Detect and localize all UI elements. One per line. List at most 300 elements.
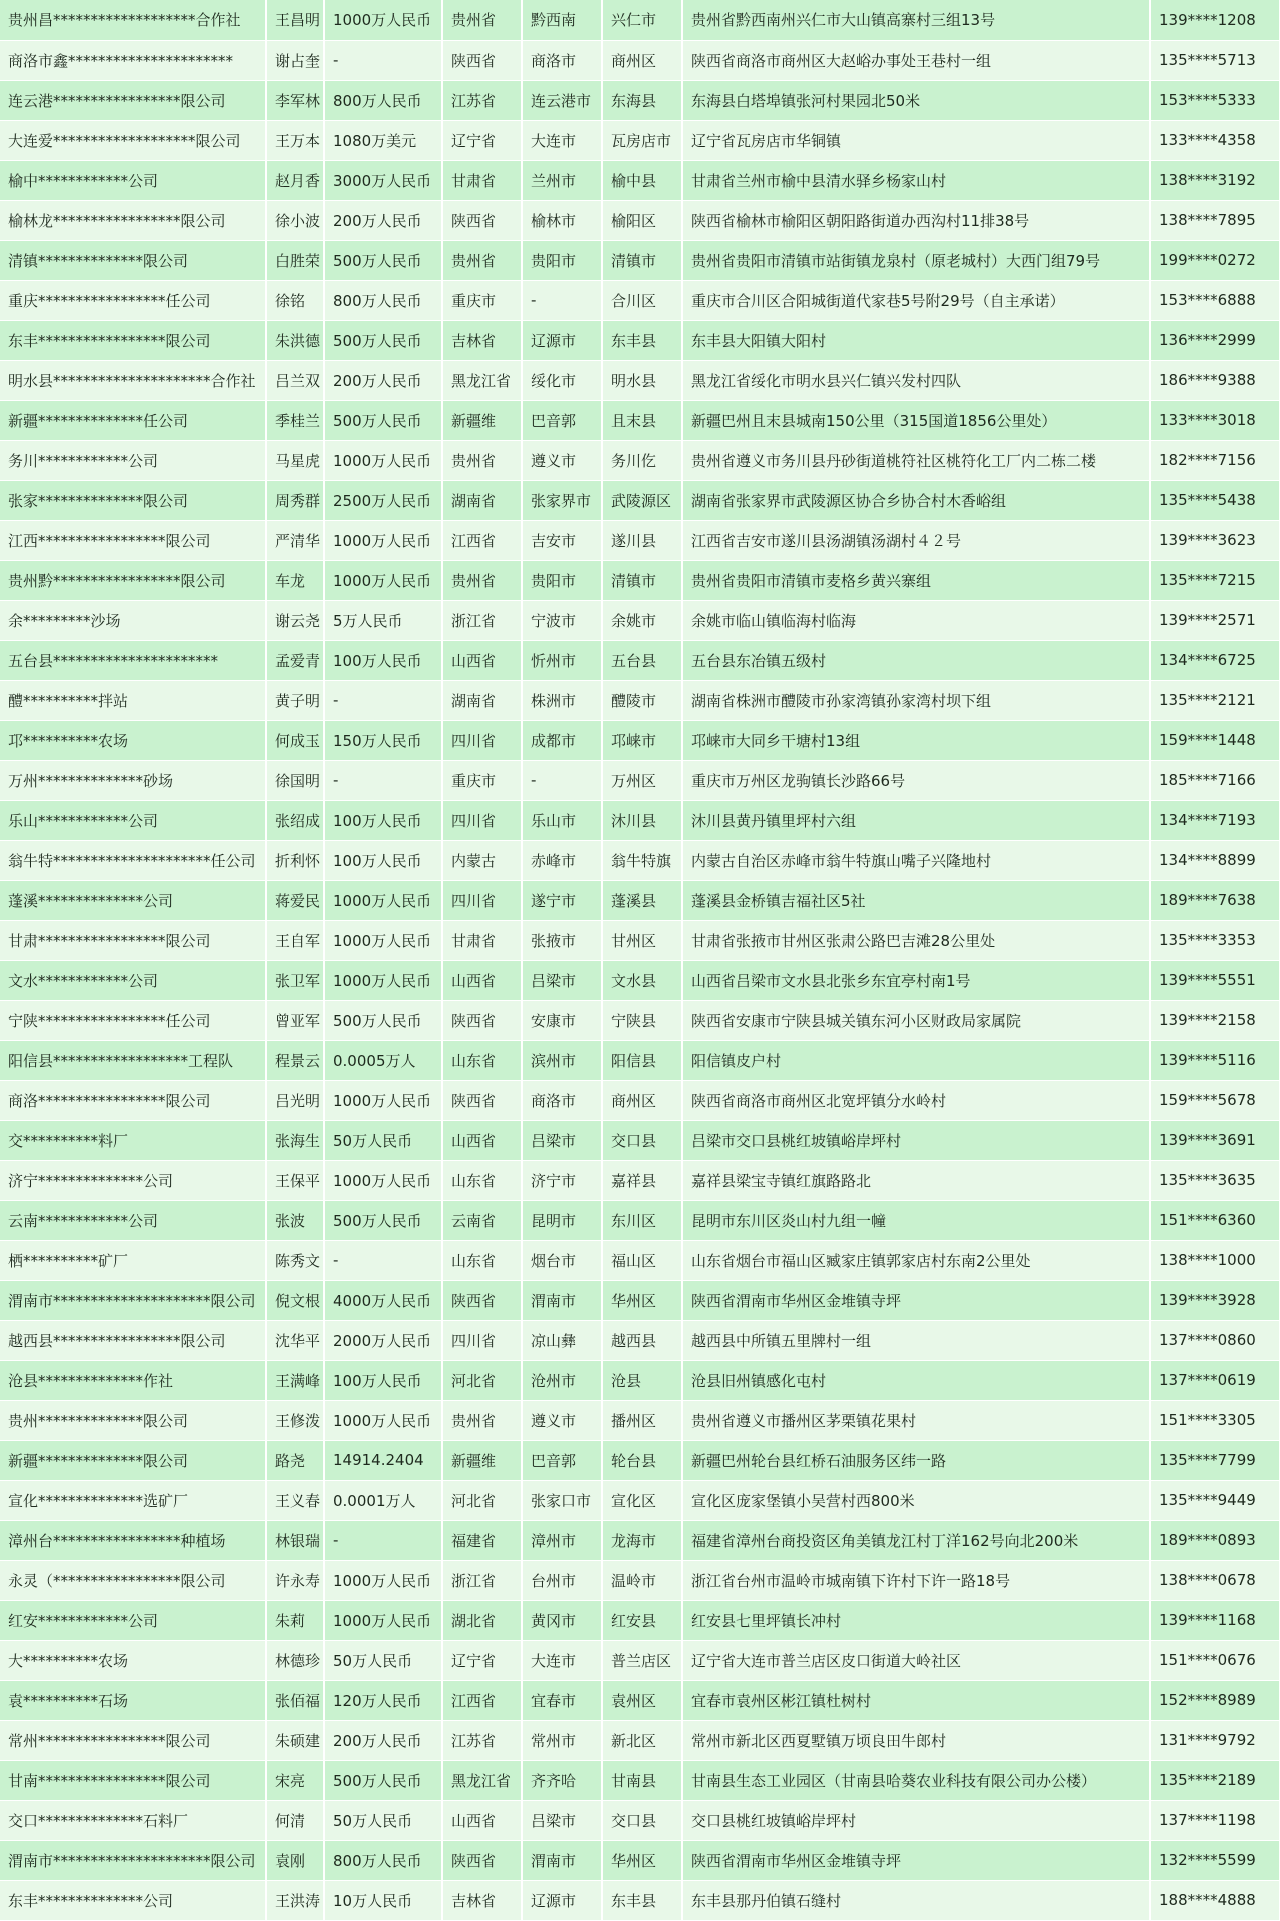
city-cell: 凉山彝 bbox=[522, 1320, 602, 1360]
city-cell: 黄冈市 bbox=[522, 1600, 602, 1640]
address-cell: 常州市新北区西夏墅镇万顷良田牛郎村 bbox=[682, 1720, 1150, 1760]
legal-person-cell: 季桂兰 bbox=[266, 400, 324, 440]
address-cell: 阳信镇皮户村 bbox=[682, 1040, 1150, 1080]
province-cell: 吉林省 bbox=[442, 1880, 522, 1920]
table-row bbox=[0, 80, 1280, 120]
table-row bbox=[0, 1160, 1280, 1200]
legal-person-cell: 袁刚 bbox=[266, 1840, 324, 1880]
company-name-cell: 邛**********农场 bbox=[0, 720, 266, 760]
district-cell: 华州区 bbox=[602, 1840, 682, 1880]
province-cell: 甘肃省 bbox=[442, 160, 522, 200]
company-name-cell: 贵州**************限公司 bbox=[0, 1400, 266, 1440]
legal-person-cell: 严清华 bbox=[266, 520, 324, 560]
phone-cell: 135****7799 bbox=[1150, 1440, 1280, 1480]
table-row bbox=[0, 1320, 1280, 1360]
company-name-cell: 甘肃*****************限公司 bbox=[0, 920, 266, 960]
company-name-cell: 新疆**************任公司 bbox=[0, 400, 266, 440]
phone-cell: 138****1000 bbox=[1150, 1240, 1280, 1280]
district-cell: 轮台县 bbox=[602, 1440, 682, 1480]
address-cell: 福建省漳州台商投资区角美镇龙江村丁洋162号向北200米 bbox=[682, 1520, 1150, 1560]
table-row bbox=[0, 1280, 1280, 1320]
table-row bbox=[0, 680, 1280, 720]
company-name-cell: 蓬溪**************公司 bbox=[0, 880, 266, 920]
legal-person-cell: 王自军 bbox=[266, 920, 324, 960]
city-cell: 绥化市 bbox=[522, 360, 602, 400]
city-cell: 株洲市 bbox=[522, 680, 602, 720]
company-name-cell: 新疆**************限公司 bbox=[0, 1440, 266, 1480]
district-cell: 沧县 bbox=[602, 1360, 682, 1400]
company-name-cell: 漳州台*****************种植场 bbox=[0, 1520, 266, 1560]
table-row bbox=[0, 0, 1280, 40]
company-name-cell: 沧县**************作社 bbox=[0, 1360, 266, 1400]
legal-person-cell: 何清 bbox=[266, 1800, 324, 1840]
registered-capital-cell: 0.0001万人 bbox=[324, 1480, 442, 1520]
table-row bbox=[0, 960, 1280, 1000]
table-row bbox=[0, 1400, 1280, 1440]
city-cell: 乐山市 bbox=[522, 800, 602, 840]
phone-cell: 135****5713 bbox=[1150, 40, 1280, 80]
address-cell: 五台县东冶镇五级村 bbox=[682, 640, 1150, 680]
district-cell: 东丰县 bbox=[602, 1880, 682, 1920]
city-cell: 吕梁市 bbox=[522, 1120, 602, 1160]
registered-capital-cell: 100万人民币 bbox=[324, 800, 442, 840]
province-cell: 辽宁省 bbox=[442, 120, 522, 160]
phone-cell: 189****0893 bbox=[1150, 1520, 1280, 1560]
address-cell: 宣化区庞家堡镇小吴营村西800米 bbox=[682, 1480, 1150, 1520]
legal-person-cell: 朱莉 bbox=[266, 1600, 324, 1640]
district-cell: 交口县 bbox=[602, 1800, 682, 1840]
company-name-cell: 东丰*****************限公司 bbox=[0, 320, 266, 360]
legal-person-cell: 何成玉 bbox=[266, 720, 324, 760]
registered-capital-cell: 5万人民币 bbox=[324, 600, 442, 640]
district-cell: 交口县 bbox=[602, 1120, 682, 1160]
company-name-cell: 贵州昌*******************合作社 bbox=[0, 0, 266, 40]
province-cell: 辽宁省 bbox=[442, 1640, 522, 1680]
legal-person-cell: 马星虎 bbox=[266, 440, 324, 480]
province-cell: 内蒙古 bbox=[442, 840, 522, 880]
phone-cell: 153****6888 bbox=[1150, 280, 1280, 320]
phone-cell: 135****2121 bbox=[1150, 680, 1280, 720]
province-cell: 甘肃省 bbox=[442, 920, 522, 960]
city-cell: 商洛市 bbox=[522, 1080, 602, 1120]
address-cell: 新疆巴州轮台县红桥石油服务区纬一路 bbox=[682, 1440, 1150, 1480]
registered-capital-cell: 800万人民币 bbox=[324, 1840, 442, 1880]
district-cell: 袁州区 bbox=[602, 1680, 682, 1720]
address-cell: 山东省烟台市福山区臧家庄镇郭家店村东南2公里处 bbox=[682, 1240, 1150, 1280]
address-cell: 陕西省商洛市商州区大赵峪办事处王巷村一组 bbox=[682, 40, 1150, 80]
province-cell: 贵州省 bbox=[442, 560, 522, 600]
registered-capital-cell: 2500万人民币 bbox=[324, 480, 442, 520]
registered-capital-cell: 120万人民币 bbox=[324, 1680, 442, 1720]
company-name-cell: 榆中************公司 bbox=[0, 160, 266, 200]
table-row bbox=[0, 640, 1280, 680]
province-cell: 贵州省 bbox=[442, 1400, 522, 1440]
phone-cell: 139****1208 bbox=[1150, 0, 1280, 40]
company-name-cell: 商洛市鑫********************** bbox=[0, 40, 266, 80]
table-row bbox=[0, 920, 1280, 960]
registered-capital-cell: 50万人民币 bbox=[324, 1120, 442, 1160]
table-row bbox=[0, 1720, 1280, 1760]
registered-capital-cell: 0.0005万人 bbox=[324, 1040, 442, 1080]
legal-person-cell: 孟爱青 bbox=[266, 640, 324, 680]
table-row bbox=[0, 440, 1280, 480]
address-cell: 宜春市袁州区彬江镇杜树村 bbox=[682, 1680, 1150, 1720]
address-cell: 沧县旧州镇感化屯村 bbox=[682, 1360, 1150, 1400]
city-cell: 贵阳市 bbox=[522, 240, 602, 280]
address-cell: 东丰县大阳镇大阳村 bbox=[682, 320, 1150, 360]
legal-person-cell: 谢占奎 bbox=[266, 40, 324, 80]
company-name-cell: 张家**************限公司 bbox=[0, 480, 266, 520]
address-cell: 湖南省株洲市醴陵市孙家湾镇孙家湾村坝下组 bbox=[682, 680, 1150, 720]
city-cell: 烟台市 bbox=[522, 1240, 602, 1280]
legal-person-cell: 朱洪德 bbox=[266, 320, 324, 360]
address-cell: 浙江省台州市温岭市城南镇下许村下许一路18号 bbox=[682, 1560, 1150, 1600]
phone-cell: 151****6360 bbox=[1150, 1200, 1280, 1240]
address-cell: 湖南省张家界市武陵源区协合乡协合村木香峪组 bbox=[682, 480, 1150, 520]
district-cell: 温岭市 bbox=[602, 1560, 682, 1600]
legal-person-cell: 王万本 bbox=[266, 120, 324, 160]
phone-cell: 159****1448 bbox=[1150, 720, 1280, 760]
district-cell: 商州区 bbox=[602, 1080, 682, 1120]
table-row bbox=[0, 720, 1280, 760]
province-cell: 新疆维 bbox=[442, 400, 522, 440]
registered-capital-cell: - bbox=[324, 680, 442, 720]
province-cell: 贵州省 bbox=[442, 0, 522, 40]
legal-person-cell: 张海生 bbox=[266, 1120, 324, 1160]
province-cell: 重庆市 bbox=[442, 760, 522, 800]
district-cell: 甘南县 bbox=[602, 1760, 682, 1800]
company-name-cell: 渭南市*********************限公司 bbox=[0, 1840, 266, 1880]
phone-cell: 151****0676 bbox=[1150, 1640, 1280, 1680]
city-cell: 齐齐哈 bbox=[522, 1760, 602, 1800]
table-row bbox=[0, 520, 1280, 560]
legal-person-cell: 白胜荣 bbox=[266, 240, 324, 280]
registered-capital-cell: 200万人民币 bbox=[324, 1720, 442, 1760]
district-cell: 东川区 bbox=[602, 1200, 682, 1240]
province-cell: 黑龙江省 bbox=[442, 360, 522, 400]
legal-person-cell: 折利怀 bbox=[266, 840, 324, 880]
city-cell: 吉安市 bbox=[522, 520, 602, 560]
province-cell: 陕西省 bbox=[442, 40, 522, 80]
phone-cell: 139****3691 bbox=[1150, 1120, 1280, 1160]
company-name-cell: 大连爱*******************限公司 bbox=[0, 120, 266, 160]
registered-capital-cell: 200万人民币 bbox=[324, 200, 442, 240]
province-cell: 河北省 bbox=[442, 1360, 522, 1400]
registered-capital-cell: 500万人民币 bbox=[324, 240, 442, 280]
city-cell: 忻州市 bbox=[522, 640, 602, 680]
phone-cell: 137****0619 bbox=[1150, 1360, 1280, 1400]
legal-person-cell: 吕兰双 bbox=[266, 360, 324, 400]
table-row bbox=[0, 1840, 1280, 1880]
registered-capital-cell: 1000万人民币 bbox=[324, 920, 442, 960]
company-name-cell: 越西县*****************限公司 bbox=[0, 1320, 266, 1360]
district-cell: 翁牛特旗 bbox=[602, 840, 682, 880]
phone-cell: 135****3635 bbox=[1150, 1160, 1280, 1200]
phone-cell: 134****7193 bbox=[1150, 800, 1280, 840]
province-cell: 四川省 bbox=[442, 800, 522, 840]
legal-person-cell: 王满峰 bbox=[266, 1360, 324, 1400]
district-cell: 武陵源区 bbox=[602, 480, 682, 520]
table-row bbox=[0, 1120, 1280, 1160]
province-cell: 山东省 bbox=[442, 1240, 522, 1280]
province-cell: 四川省 bbox=[442, 1320, 522, 1360]
province-cell: 云南省 bbox=[442, 1200, 522, 1240]
city-cell: 遵义市 bbox=[522, 1400, 602, 1440]
province-cell: 山东省 bbox=[442, 1040, 522, 1080]
table-row bbox=[0, 1360, 1280, 1400]
address-cell: 江西省吉安市遂川县汤湖镇汤湖村４２号 bbox=[682, 520, 1150, 560]
table-row bbox=[0, 1200, 1280, 1240]
table-row bbox=[0, 800, 1280, 840]
registered-capital-cell: 500万人民币 bbox=[324, 1000, 442, 1040]
province-cell: 江苏省 bbox=[442, 80, 522, 120]
legal-person-cell: 徐小波 bbox=[266, 200, 324, 240]
province-cell: 山西省 bbox=[442, 1800, 522, 1840]
table-row bbox=[0, 1800, 1280, 1840]
city-cell: 宁波市 bbox=[522, 600, 602, 640]
district-cell: 邛崃市 bbox=[602, 720, 682, 760]
legal-person-cell: 陈秀文 bbox=[266, 1240, 324, 1280]
table-row bbox=[0, 1480, 1280, 1520]
legal-person-cell: 曾亚军 bbox=[266, 1000, 324, 1040]
district-cell: 龙海市 bbox=[602, 1520, 682, 1560]
table-row bbox=[0, 240, 1280, 280]
address-cell: 贵州省遵义市务川县丹砂街道桃符社区桃符化工厂内二栋二楼 bbox=[682, 440, 1150, 480]
district-cell: 新北区 bbox=[602, 1720, 682, 1760]
province-cell: 陕西省 bbox=[442, 1000, 522, 1040]
registered-capital-cell: - bbox=[324, 760, 442, 800]
table-row bbox=[0, 1440, 1280, 1480]
province-cell: 山西省 bbox=[442, 1120, 522, 1160]
city-cell: 常州市 bbox=[522, 1720, 602, 1760]
phone-cell: 134****6725 bbox=[1150, 640, 1280, 680]
legal-person-cell: 赵月香 bbox=[266, 160, 324, 200]
district-cell: 东丰县 bbox=[602, 320, 682, 360]
district-cell: 福山区 bbox=[602, 1240, 682, 1280]
registered-capital-cell: 800万人民币 bbox=[324, 280, 442, 320]
legal-person-cell: 周秀群 bbox=[266, 480, 324, 520]
table-row bbox=[0, 40, 1280, 80]
address-cell: 余姚市临山镇临海村临海 bbox=[682, 600, 1150, 640]
district-cell: 合川区 bbox=[602, 280, 682, 320]
phone-cell: 137****1198 bbox=[1150, 1800, 1280, 1840]
province-cell: 湖南省 bbox=[442, 680, 522, 720]
company-name-cell: 万州**************砂场 bbox=[0, 760, 266, 800]
table-row bbox=[0, 1040, 1280, 1080]
phone-cell: 135****9449 bbox=[1150, 1480, 1280, 1520]
address-cell: 红安县七里坪镇长冲村 bbox=[682, 1600, 1150, 1640]
table-row bbox=[0, 1080, 1280, 1120]
province-cell: 湖南省 bbox=[442, 480, 522, 520]
registered-capital-cell: - bbox=[324, 1240, 442, 1280]
address-cell: 甘肃省张掖市甘州区张肃公路巴吉滩28公里处 bbox=[682, 920, 1150, 960]
table-row bbox=[0, 1240, 1280, 1280]
district-cell: 宁陕县 bbox=[602, 1000, 682, 1040]
phone-cell: 135****7215 bbox=[1150, 560, 1280, 600]
legal-person-cell: 林德珍 bbox=[266, 1640, 324, 1680]
registered-capital-cell: 200万人民币 bbox=[324, 360, 442, 400]
address-cell: 陕西省渭南市华州区金堆镇寺坪 bbox=[682, 1840, 1150, 1880]
table-row bbox=[0, 760, 1280, 800]
registered-capital-cell: - bbox=[324, 1520, 442, 1560]
table-row bbox=[0, 1760, 1280, 1800]
company-name-cell: 五台县********************** bbox=[0, 640, 266, 680]
city-cell: 济宁市 bbox=[522, 1160, 602, 1200]
company-name-cell: 翁牛特*********************任公司 bbox=[0, 840, 266, 880]
registered-capital-cell: 500万人民币 bbox=[324, 400, 442, 440]
table-row bbox=[0, 880, 1280, 920]
phone-cell: 139****3928 bbox=[1150, 1280, 1280, 1320]
registered-capital-cell: 1000万人民币 bbox=[324, 880, 442, 920]
company-name-cell: 榆林龙*****************限公司 bbox=[0, 200, 266, 240]
phone-cell: 138****3192 bbox=[1150, 160, 1280, 200]
address-cell: 黑龙江省绥化市明水县兴仁镇兴发村四队 bbox=[682, 360, 1150, 400]
phone-cell: 186****9388 bbox=[1150, 360, 1280, 400]
table-row bbox=[0, 1600, 1280, 1640]
table-row bbox=[0, 480, 1280, 520]
legal-person-cell: 徐国明 bbox=[266, 760, 324, 800]
city-cell: 遵义市 bbox=[522, 440, 602, 480]
city-cell: 宜春市 bbox=[522, 1680, 602, 1720]
company-name-cell: 重庆*****************任公司 bbox=[0, 280, 266, 320]
province-cell: 四川省 bbox=[442, 880, 522, 920]
phone-cell: 138****7895 bbox=[1150, 200, 1280, 240]
city-cell: 巴音郭 bbox=[522, 1440, 602, 1480]
legal-person-cell: 张波 bbox=[266, 1200, 324, 1240]
city-cell: 辽源市 bbox=[522, 1880, 602, 1920]
province-cell: 陕西省 bbox=[442, 1080, 522, 1120]
district-cell: 明水县 bbox=[602, 360, 682, 400]
phone-cell: 136****2999 bbox=[1150, 320, 1280, 360]
phone-cell: 185****7166 bbox=[1150, 760, 1280, 800]
district-cell: 普兰店区 bbox=[602, 1640, 682, 1680]
company-name-cell: 交口**************石料厂 bbox=[0, 1800, 266, 1840]
district-cell: 宣化区 bbox=[602, 1480, 682, 1520]
legal-person-cell: 徐铭 bbox=[266, 280, 324, 320]
table-row bbox=[0, 160, 1280, 200]
table-row bbox=[0, 400, 1280, 440]
registered-capital-cell: 100万人民币 bbox=[324, 840, 442, 880]
province-cell: 山东省 bbox=[442, 1160, 522, 1200]
registered-capital-cell: 1000万人民币 bbox=[324, 1400, 442, 1440]
address-cell: 贵州省遵义市播州区茅栗镇花果村 bbox=[682, 1400, 1150, 1440]
address-cell: 吕梁市交口县桃红坡镇峪岸坪村 bbox=[682, 1120, 1150, 1160]
district-cell: 清镇市 bbox=[602, 560, 682, 600]
legal-person-cell: 王昌明 bbox=[266, 0, 324, 40]
company-name-cell: 永灵（*****************限公司 bbox=[0, 1560, 266, 1600]
province-cell: 贵州省 bbox=[442, 240, 522, 280]
table-row bbox=[0, 840, 1280, 880]
legal-person-cell: 王洪涛 bbox=[266, 1880, 324, 1920]
registered-capital-cell: 500万人民币 bbox=[324, 1760, 442, 1800]
phone-cell: 135****3353 bbox=[1150, 920, 1280, 960]
city-cell: - bbox=[522, 760, 602, 800]
company-name-cell: 贵州黔*****************限公司 bbox=[0, 560, 266, 600]
address-cell: 辽宁省瓦房店市华铜镇 bbox=[682, 120, 1150, 160]
province-cell: 四川省 bbox=[442, 720, 522, 760]
district-cell: 醴陵市 bbox=[602, 680, 682, 720]
legal-person-cell: 宋亮 bbox=[266, 1760, 324, 1800]
registered-capital-cell: 800万人民币 bbox=[324, 80, 442, 120]
table-row bbox=[0, 360, 1280, 400]
company-name-cell: 济宁**************公司 bbox=[0, 1160, 266, 1200]
city-cell: 贵阳市 bbox=[522, 560, 602, 600]
address-cell: 陕西省渭南市华州区金堆镇寺坪 bbox=[682, 1280, 1150, 1320]
city-cell: 黔西南 bbox=[522, 0, 602, 40]
registered-capital-cell: 50万人民币 bbox=[324, 1800, 442, 1840]
address-cell: 内蒙古自治区赤峰市翁牛特旗山嘴子兴隆地村 bbox=[682, 840, 1150, 880]
phone-cell: 199****0272 bbox=[1150, 240, 1280, 280]
city-cell: 昆明市 bbox=[522, 1200, 602, 1240]
company-name-cell: 栖**********矿厂 bbox=[0, 1240, 266, 1280]
legal-person-cell: 王义春 bbox=[266, 1480, 324, 1520]
city-cell: 吕梁市 bbox=[522, 960, 602, 1000]
district-cell: 榆中县 bbox=[602, 160, 682, 200]
company-name-cell: 醴**********拌站 bbox=[0, 680, 266, 720]
city-cell: 辽源市 bbox=[522, 320, 602, 360]
district-cell: 阳信县 bbox=[602, 1040, 682, 1080]
legal-person-cell: 蒋爱民 bbox=[266, 880, 324, 920]
legal-person-cell: 黄子明 bbox=[266, 680, 324, 720]
company-name-cell: 常州*****************限公司 bbox=[0, 1720, 266, 1760]
table-row bbox=[0, 1680, 1280, 1720]
registered-capital-cell: 1080万美元 bbox=[324, 120, 442, 160]
district-cell: 务川仡 bbox=[602, 440, 682, 480]
legal-person-cell: 程景云 bbox=[266, 1040, 324, 1080]
city-cell: 台州市 bbox=[522, 1560, 602, 1600]
legal-person-cell: 吕光明 bbox=[266, 1080, 324, 1120]
city-cell: 渭南市 bbox=[522, 1280, 602, 1320]
registered-capital-cell: 1000万人民币 bbox=[324, 1160, 442, 1200]
address-cell: 辽宁省大连市普兰店区皮口街道大岭社区 bbox=[682, 1640, 1150, 1680]
province-cell: 黑龙江省 bbox=[442, 1760, 522, 1800]
company-name-cell: 余*********沙场 bbox=[0, 600, 266, 640]
registered-capital-cell: 500万人民币 bbox=[324, 1200, 442, 1240]
city-cell: 滨州市 bbox=[522, 1040, 602, 1080]
district-cell: 兴仁市 bbox=[602, 0, 682, 40]
province-cell: 重庆市 bbox=[442, 280, 522, 320]
registered-capital-cell: 1000万人民币 bbox=[324, 0, 442, 40]
registered-capital-cell: 10万人民币 bbox=[324, 1880, 442, 1920]
province-cell: 江西省 bbox=[442, 1680, 522, 1720]
phone-cell: 135****2189 bbox=[1150, 1760, 1280, 1800]
city-cell: 榆林市 bbox=[522, 200, 602, 240]
address-cell: 陕西省榆林市榆阳区朝阳路街道办西沟村11排38号 bbox=[682, 200, 1150, 240]
phone-cell: 151****3305 bbox=[1150, 1400, 1280, 1440]
city-cell: 大连市 bbox=[522, 120, 602, 160]
legal-person-cell: 张佰福 bbox=[266, 1680, 324, 1720]
address-cell: 贵州省贵阳市清镇市站街镇龙泉村（原老城村）大西门组79号 bbox=[682, 240, 1150, 280]
district-cell: 遂川县 bbox=[602, 520, 682, 560]
address-cell: 沐川县黄丹镇里坪村六组 bbox=[682, 800, 1150, 840]
district-cell: 红安县 bbox=[602, 1600, 682, 1640]
phone-cell: 139****3623 bbox=[1150, 520, 1280, 560]
company-name-cell: 袁**********石场 bbox=[0, 1680, 266, 1720]
province-cell: 湖北省 bbox=[442, 1600, 522, 1640]
address-cell: 昆明市东川区炎山村九组一幢 bbox=[682, 1200, 1150, 1240]
province-cell: 浙江省 bbox=[442, 1560, 522, 1600]
province-cell: 陕西省 bbox=[442, 1280, 522, 1320]
table-row bbox=[0, 1000, 1280, 1040]
city-cell: 漳州市 bbox=[522, 1520, 602, 1560]
city-cell: 大连市 bbox=[522, 1640, 602, 1680]
address-cell: 贵州省黔西南州兴仁市大山镇高寨村三组13号 bbox=[682, 0, 1150, 40]
company-name-cell: 明水县*********************合作社 bbox=[0, 360, 266, 400]
district-cell: 五台县 bbox=[602, 640, 682, 680]
district-cell: 榆阳区 bbox=[602, 200, 682, 240]
legal-person-cell: 王修泼 bbox=[266, 1400, 324, 1440]
phone-cell: 132****5599 bbox=[1150, 1840, 1280, 1880]
